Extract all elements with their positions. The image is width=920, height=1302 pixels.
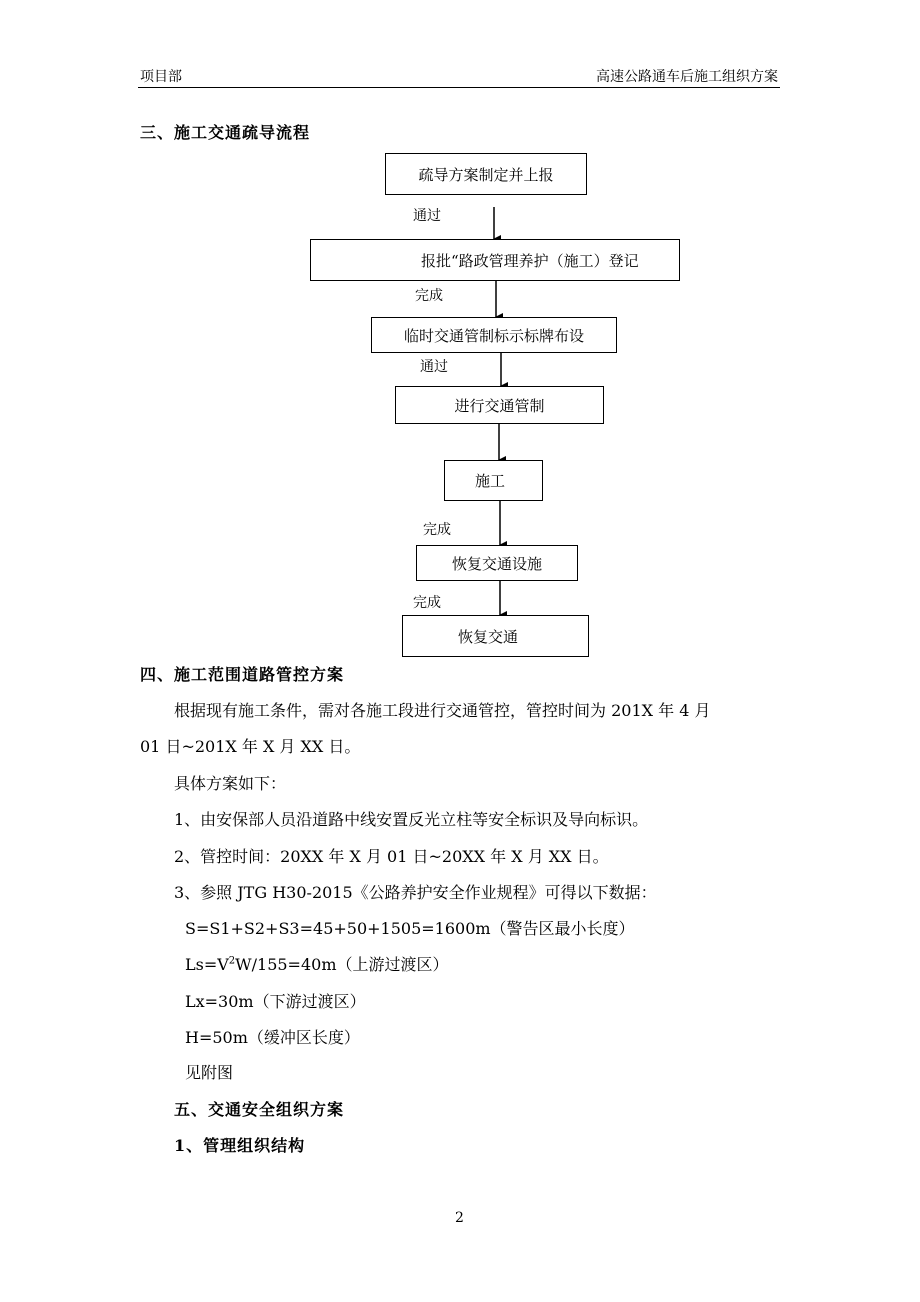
formula-lx: Lx=30m（下游过渡区）: [185, 992, 366, 1011]
section5-sub1: 1、管理组织结构: [174, 1136, 306, 1155]
flow-label-3: 通过: [420, 359, 448, 375]
flow-step-5: 施工: [444, 460, 543, 501]
flow-label-2: 完成: [415, 288, 443, 304]
see-attached: 见附图: [185, 1063, 234, 1082]
section4-intro-line1: 根据现有施工条件，需对各施工段进行交通管控，管控时间为 201X 年 4 月: [174, 701, 711, 720]
section4-item1: 1、由安保部人员沿道路中线安置反光立柱等安全标识及导向标识。: [174, 810, 649, 829]
flow-step-2: 报批“路政管理养护（施工）登记: [310, 239, 680, 281]
flow-label-1: 通过: [413, 208, 441, 224]
section4-item3: 3、参照 JTG H30-2015《公路养护安全作业规程》可得以下数据：: [174, 883, 657, 902]
section5-title: 五、交通安全组织方案: [174, 1100, 345, 1119]
flow-step-4: 进行交通管制: [395, 386, 604, 424]
header-left: 项目部: [140, 69, 182, 85]
section4-intro-line2: 01 日~201X 年 X 月 XX 日。: [140, 737, 361, 756]
flow-label-5: 完成: [413, 595, 441, 611]
formula-ls: $Ls=V^2W/155=40m$（上游过渡区）: [185, 955, 449, 974]
flow-step-3: 临时交通管制标示标牌布设: [371, 317, 617, 353]
formula-h: H=50m（缓冲区长度）: [185, 1028, 360, 1047]
section4-plan: 具体方案如下：: [174, 774, 287, 793]
section4-item2: 2、管控时间：20XX 年 X 月 01 日~20XX 年 X 月 XX 日。: [174, 847, 609, 866]
header-right: 高速公路通车后施工组织方案: [596, 69, 778, 85]
section3-title: 三、施工交通疏导流程: [140, 123, 311, 142]
flow-step-1: 疏导方案制定并上报: [385, 153, 587, 195]
section4-title: 四、施工范围道路管控方案: [140, 665, 345, 684]
flow-step-7: 恢复交通: [402, 615, 589, 657]
page-number: 2: [455, 1210, 464, 1226]
flow-step-6: 恢复交通设施: [416, 545, 578, 581]
flow-label-4: 完成: [423, 522, 451, 538]
formula-s: S=S1+S2+S3=45+50+1505=1600m（警告区最小长度）: [185, 919, 635, 938]
